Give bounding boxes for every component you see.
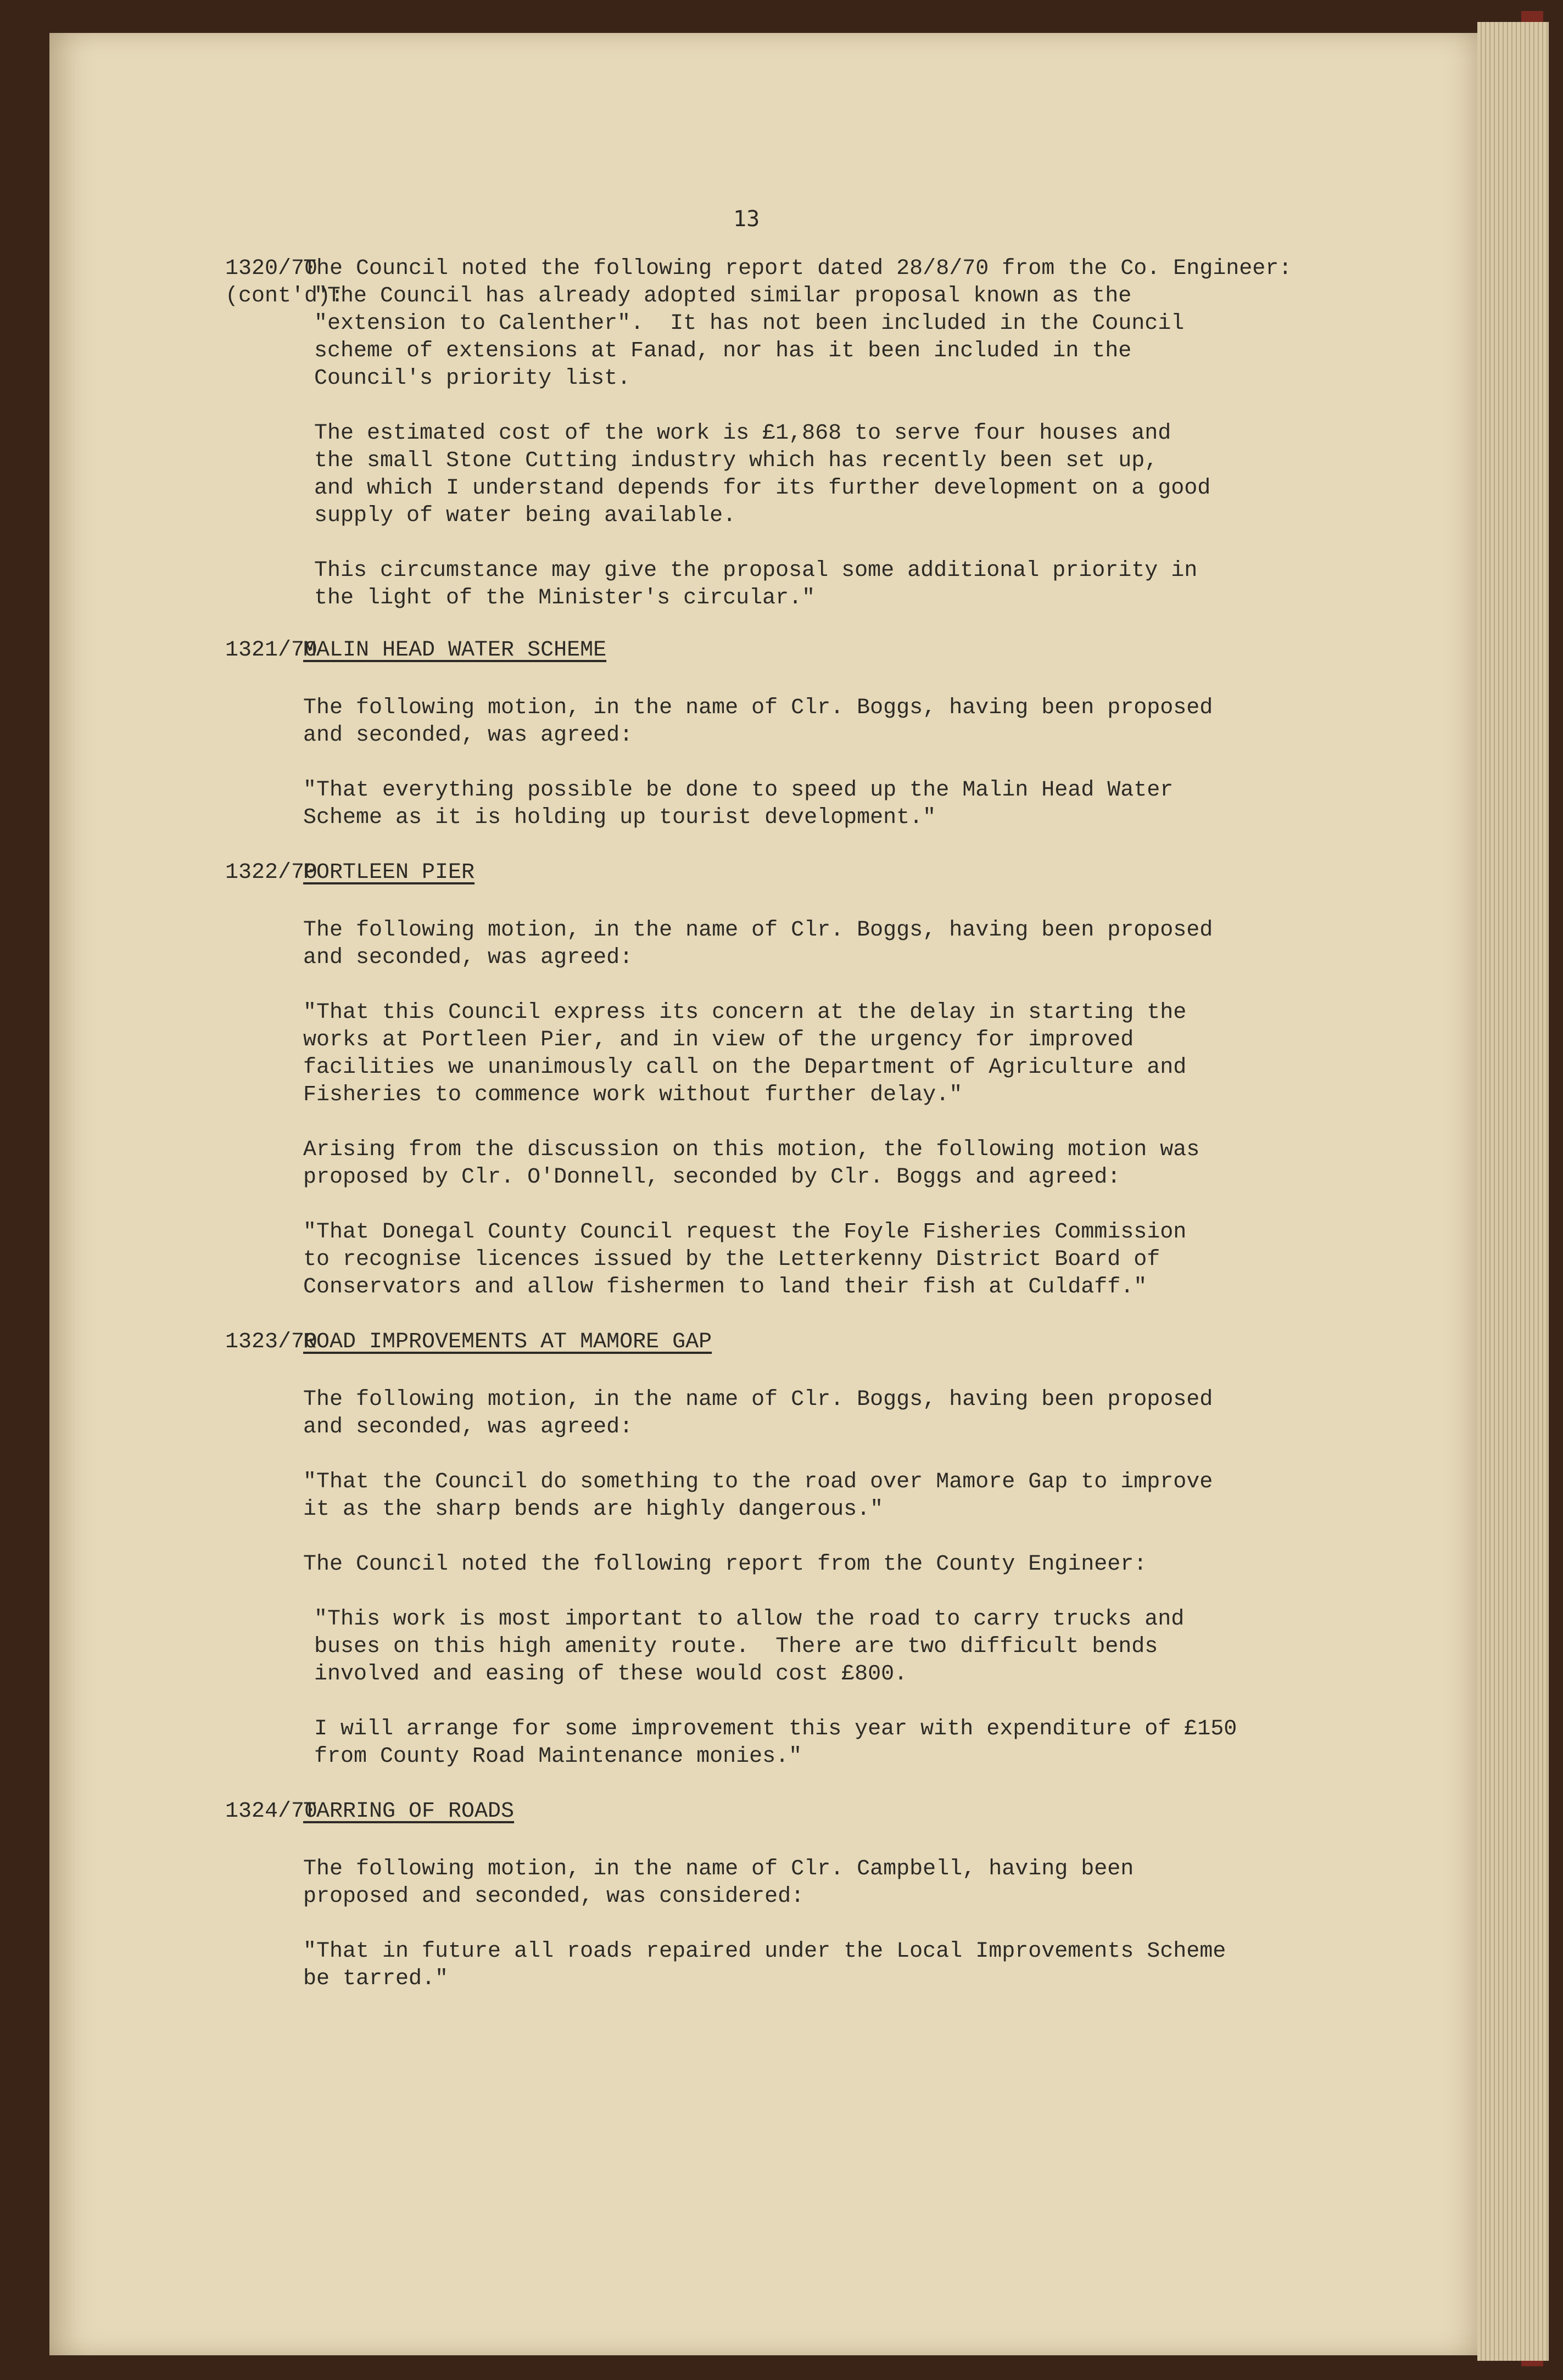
intro-line: The Council noted the following report dated 28/8/70 from the Co. Engineer: [303, 256, 1292, 281]
text-line: Arising from the discussion on this motion, the following motion was [303, 1138, 1200, 1162]
text-line: "That this Council express its concern at the delay in starting the [303, 1000, 1187, 1025]
text-line: the small Stone Cutting industry which has recently been set up, [314, 449, 1158, 473]
text-line: Fisheries to commence work without further delay." [303, 1083, 963, 1107]
text-line: involved and easing of these would cost £800. [314, 1662, 908, 1687]
minute-ref-continued: (cont'd): [225, 284, 344, 309]
section-heading: TARRING OF ROADS [303, 1799, 515, 1824]
text-line: "This work is most important to allow the road to carry trucks and [314, 1607, 1185, 1632]
text-line: This circumstance may give the proposal some additional priority in [314, 558, 1198, 583]
text-line: Council's priority list. [314, 366, 631, 391]
text-line: from County Road Maintenance monies." [314, 1744, 802, 1769]
text-line: and seconded, was agreed: [303, 723, 633, 748]
text-line: proposed and seconded, was considered: [303, 1884, 805, 1909]
minute-ref: 1320/70 [225, 256, 318, 281]
text-line: "That Donegal County Council request the Foyle Fisheries Commission [303, 1220, 1187, 1245]
text-line: The Council noted the following report from the County Engineer: [303, 1552, 1147, 1577]
text-line: proposed by Clr. O'Donnell, seconded by Clr. Boggs and agreed: [303, 1165, 1121, 1190]
text-line: The following motion, in the name of Clr. Boggs, having been proposed [303, 696, 1213, 720]
text-line: be tarred." [303, 1967, 449, 1991]
text-line: The estimated cost of the work is £1,868 to serve four houses and [314, 421, 1171, 446]
text-line: The following motion, in the name of Clr. Boggs, having been proposed [303, 1387, 1213, 1412]
text-line: buses on this high amenity route. There are two difficult bends [314, 1634, 1158, 1659]
text-line: facilities we unanimously call on the Department of Agriculture and [303, 1055, 1187, 1080]
text-line: The following motion, in the name of Clr. Campbell, having been [303, 1857, 1134, 1881]
text-line: "That in future all roads repaired under the Local Improvements Scheme [303, 1939, 1226, 1964]
text-line: Conservators and allow fishermen to land their fish at Culdaff." [303, 1275, 1147, 1300]
text-line: supply of water being available. [314, 503, 736, 528]
document-page [49, 33, 1477, 2355]
text-line: "That the Council do something to the road over Mamore Gap to improve [303, 1470, 1213, 1494]
text-line: and seconded, was agreed: [303, 945, 633, 970]
text-line: I will arrange for some improvement this year with expenditure of £150 [314, 1717, 1237, 1741]
section-heading: MALIN HEAD WATER SCHEME [303, 638, 607, 663]
minute-ref: 1322/70 [225, 860, 318, 885]
section-heading: ROAD IMPROVEMENTS AT MAMORE GAP [303, 1330, 712, 1354]
page-stack-edges [1477, 22, 1549, 2361]
text-line: "That everything possible be done to speed up the Malin Head Water [303, 778, 1174, 803]
text-line: and which I understand depends for its further development on a good [314, 476, 1211, 501]
page-number: 13 [733, 206, 760, 232]
text-line: the light of the Minister's circular." [314, 586, 816, 611]
text-line: scheme of extensions at Fanad, nor has it been included in the [314, 339, 1132, 363]
text-line: Scheme as it is holding up tourist development." [303, 805, 936, 830]
minute-ref: 1324/70 [225, 1799, 318, 1824]
text-line: and seconded, was agreed: [303, 1415, 633, 1440]
minute-ref: 1323/70 [225, 1330, 318, 1354]
text-line: The following motion, in the name of Clr. Boggs, having been proposed [303, 918, 1213, 943]
text-line: "extension to Calenther". It has not been included in the Council [314, 311, 1185, 336]
text-line: "The Council has already adopted similar proposal known as the [314, 284, 1132, 309]
minute-ref: 1321/70 [225, 638, 318, 663]
text-line: it as the sharp bends are highly dangerous." [303, 1497, 884, 1522]
text-line: to recognise licences issued by the Letterkenny District Board of [303, 1247, 1160, 1272]
section-heading: PORTLEEN PIER [303, 860, 475, 885]
text-line: works at Portleen Pier, and in view of the urgency for improved [303, 1028, 1134, 1052]
